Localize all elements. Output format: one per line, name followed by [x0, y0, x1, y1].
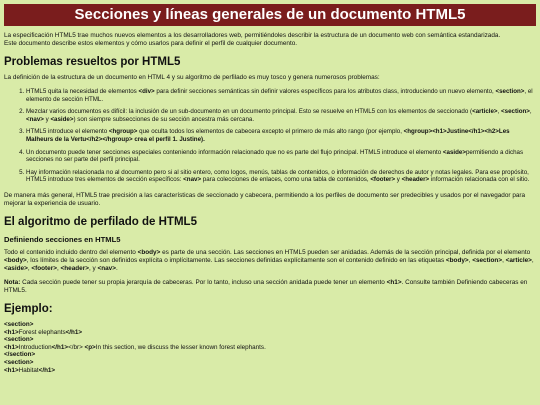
section-heading-example: Ejemplo:: [4, 302, 53, 315]
text: Todo el contenido incluido dentro del elemento: [4, 248, 138, 256]
text: para colecciones de enlaces, como una tabla de contenidos,: [201, 176, 371, 184]
algorithm-paragraph: [4, 249, 536, 273]
code-token: <aside>: [50, 115, 74, 123]
intro-paragraph: [4, 32, 536, 48]
code-token: <div>: [138, 88, 155, 95]
code-token: <section>: [4, 336, 34, 344]
text: información relacionada con el sitio.: [429, 176, 530, 184]
intro-line-1: La especificación HTML5 trae muchos nuevos elementos a los desarrolladores web, permitiéndoles describir la estructura de un documento web con semántica estandarizada.: [4, 32, 501, 39]
code-token: <section>: [472, 256, 503, 264]
code-token: <article>: [505, 256, 532, 264]
text: HTML5 quita la necesidad de elementos: [26, 88, 139, 95]
text: ) son siempre subsecciones de su sección ancestra más cercana.: [73, 115, 255, 123]
note-paragraph: [4, 279, 536, 295]
code-token: <header>: [401, 176, 430, 184]
code-token: <body>: [4, 256, 27, 264]
text: , el elemento de sección HTML.: [26, 88, 533, 103]
code-line: [4, 351, 536, 359]
code-token: </h1>: [51, 343, 69, 351]
code-line: [4, 344, 536, 352]
code-token: </section>: [4, 351, 36, 359]
code-token: <footer>: [31, 264, 57, 272]
code-token: </h1>: [65, 328, 83, 336]
code-line: [4, 321, 536, 329]
text: para definir secciones semánticas sin definir valores específicos para los atributos class, introduciendo un nuevo elemento,: [154, 88, 496, 95]
code-token: <nav>: [183, 176, 202, 184]
list-item: [26, 128, 536, 143]
code-token: <article>: [472, 108, 498, 116]
list-item: [26, 108, 536, 123]
list-item: [26, 149, 536, 164]
code-token: <h1>: [4, 366, 19, 374]
code-token: <section>: [4, 358, 34, 366]
text: , y: [88, 264, 98, 272]
text: Hay información relacionada no al documento pero si al sitio entero, como logos, menús, tablas de contenidos, o información de derechos de autor y notas legales. Para ese propósito, HTML5 introduce tres elementos de sección específicos:: [26, 168, 529, 184]
text: y: [43, 115, 51, 123]
code-token: <aside>: [4, 264, 28, 272]
code-line: [4, 367, 536, 375]
text: y: [395, 176, 402, 184]
problems-list: [4, 88, 536, 184]
text: permitiendo a dichas secciones no ser parte del perfil principal.: [26, 148, 524, 164]
code-example: [4, 321, 536, 374]
text: HTML5 introduce el elemento: [26, 128, 109, 136]
code-token: <section>: [495, 88, 525, 95]
code-token: <nav>: [26, 115, 44, 123]
text: ,: [468, 256, 473, 264]
text: Mezclar varios documentos es difícil: la inclusión de un sub-documento en un documento principal. Esto se resuelve en HTML5 con los elementos de seccionado (: [26, 108, 473, 116]
text: Habitat: [18, 366, 39, 374]
text: Un documento puede tener secciones especiales conteniendo información relacionado que no es parte del flujo principal. HTML5 introduce el elemento: [26, 148, 443, 156]
text: ,: [497, 108, 502, 116]
text: ,: [56, 264, 61, 272]
code-token: <footer>: [370, 176, 396, 184]
text: Forest elephants: [18, 328, 66, 336]
page-title: Secciones y líneas generales de un documento HTML5: [4, 4, 536, 26]
list-item: [26, 88, 536, 103]
code-token: <body>: [137, 248, 161, 256]
text: , los límites de la sección son definidos explícita o implícitamente. Las secciones definidas explícitamente son el contenido definido en las etiquetas: [26, 256, 446, 264]
text: .: [115, 264, 118, 272]
code-token: <p>: [84, 343, 96, 351]
code-line: [4, 359, 536, 367]
text: </br>: [68, 343, 85, 351]
text: ,: [27, 264, 32, 272]
problems-closing: De manera más general, HTML5 trae precisión a las características de seccionado y cabecera, permitiendo a los perfiles de documento ser predecibles y usados por el navegador para mejorar la experiencia de usuario.: [4, 191, 526, 207]
code-token: </h1>: [38, 366, 56, 374]
subheading-defining-sections: Definiendo secciones en HTML5: [4, 234, 121, 244]
code-token: <nav>: [97, 264, 116, 272]
code-token: <section>: [4, 320, 34, 328]
code-line: [4, 336, 536, 344]
intro-line-2: Este documento describe estos elementos y cómo usarlos para definir el perfil de cualquier documento.: [4, 40, 298, 47]
text: Introduction: [18, 343, 52, 351]
code-token: <hgroup>: [108, 128, 138, 136]
text: . Consulte también Definiendo cabeceras en HTML5.: [4, 278, 528, 294]
text: que oculta todos los elementos de cabecera excepto el primero de más alto rango (por ejemplo,: [137, 128, 404, 136]
text: ,: [502, 256, 506, 264]
code-token: <h1>: [386, 278, 402, 286]
code-token: <body>: [445, 256, 469, 264]
text: es parte de una sección. Las secciones en HTML5 pueden ser anidadas. Además de la sección principal, definida por el elemento: [160, 248, 531, 256]
text: In this section, we discuss the lesser known forest elephants.: [95, 343, 266, 351]
text: Cada sección puede tener su propia jerarquía de cabeceras. Por lo tanto, incluso una sección anidada puede tener un elemento: [20, 278, 387, 286]
code-token: <header>: [60, 264, 89, 272]
note-label: Nota:: [4, 278, 21, 286]
problems-lead: La definición de la estructura de un documento en HTML 4 y su algoritmo de perfilado es muy tosco y genera numerosos problemas:: [4, 74, 380, 81]
text: ,: [531, 256, 534, 264]
code-token: <h1>: [4, 343, 19, 351]
text: ,: [529, 108, 532, 116]
list-item: [26, 169, 536, 184]
section-heading-algorithm: El algoritmo de perfilado de HTML5: [4, 215, 197, 228]
section-heading-problems: Problemas resueltos por HTML5: [4, 56, 181, 68]
code-line: [4, 329, 536, 337]
code-token: <h1>: [4, 328, 19, 336]
code-token: <aside>: [442, 148, 466, 156]
code-token: <hgroup><h1>Justine</h1><h2>Les Malheurs de la Vertu</h2></hgroup> crea el perfil 1. Justine).: [26, 128, 510, 143]
code-token: <section>: [501, 108, 530, 116]
